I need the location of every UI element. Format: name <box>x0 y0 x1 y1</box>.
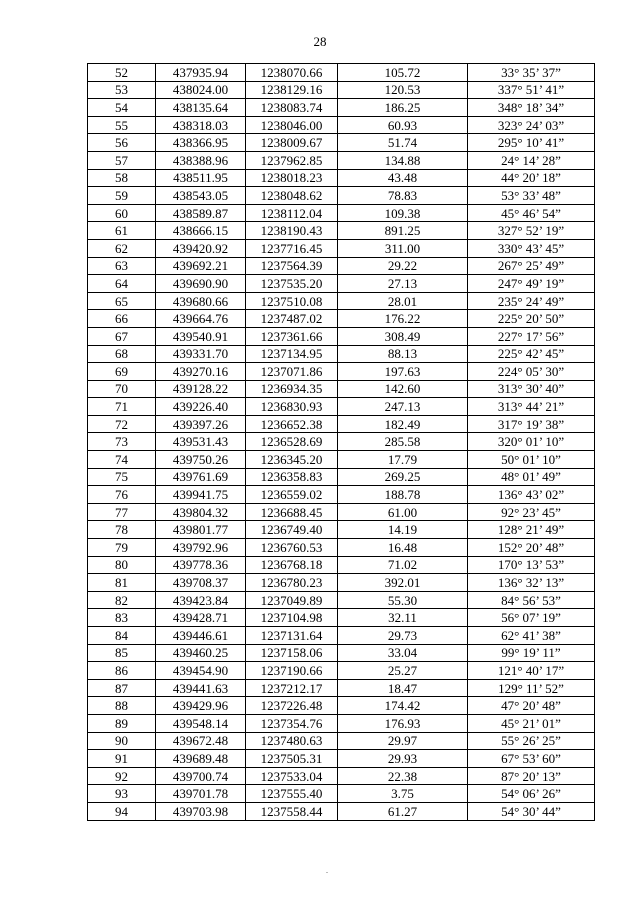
direction-angle-cell: 50° 01’ 10” <box>468 451 595 469</box>
direction-angle-cell: 295° 10’ 41” <box>468 134 595 152</box>
x-coordinate-cell: 439270.16 <box>156 363 246 381</box>
table-row <box>88 415 595 433</box>
direction-angle-cell: 84° 56’ 53” <box>468 591 595 609</box>
point-number-cell: 75 <box>88 468 156 486</box>
direction-angle-cell: 44° 20’ 18” <box>468 169 595 187</box>
y-coordinate-cell: 1237104.98 <box>246 609 338 627</box>
x-coordinate-cell: 439540.91 <box>156 327 246 345</box>
y-coordinate-cell: 1236358.83 <box>246 468 338 486</box>
y-coordinate-cell: 1237505.31 <box>246 750 338 768</box>
direction-angle-cell: 348° 18’ 34” <box>468 99 595 117</box>
x-coordinate-cell: 439761.69 <box>156 468 246 486</box>
y-coordinate-cell: 1236768.18 <box>246 556 338 574</box>
y-coordinate-cell: 1237962.85 <box>246 151 338 169</box>
table-row <box>88 679 595 697</box>
x-coordinate-cell: 438388.96 <box>156 151 246 169</box>
segment-length-cell: 247.13 <box>338 398 468 416</box>
segment-length-cell: 109.38 <box>338 204 468 222</box>
table-row <box>88 486 595 504</box>
point-number-cell: 87 <box>88 679 156 697</box>
table-row <box>88 257 595 275</box>
segment-length-cell: 174.42 <box>338 697 468 715</box>
point-number-cell: 81 <box>88 574 156 592</box>
direction-angle-cell: 53° 33’ 48” <box>468 187 595 205</box>
table-row <box>88 539 595 557</box>
segment-length-cell: 308.49 <box>338 327 468 345</box>
segment-length-cell: 134.88 <box>338 151 468 169</box>
x-coordinate-cell: 438589.87 <box>156 204 246 222</box>
table-row <box>88 187 595 205</box>
direction-angle-cell: 235° 24’ 49” <box>468 292 595 310</box>
table-row <box>88 222 595 240</box>
table-row <box>88 81 595 99</box>
y-coordinate-cell: 1237487.02 <box>246 310 338 328</box>
table-row <box>88 275 595 293</box>
table-row <box>88 591 595 609</box>
direction-angle-cell: 128° 21’ 49” <box>468 521 595 539</box>
x-coordinate-cell: 439750.26 <box>156 451 246 469</box>
x-coordinate-cell: 439941.75 <box>156 486 246 504</box>
segment-length-cell: 120.53 <box>338 81 468 99</box>
table-row <box>88 151 595 169</box>
table-row <box>88 609 595 627</box>
table-row <box>88 310 595 328</box>
table-row <box>88 345 595 363</box>
y-coordinate-cell: 1237564.39 <box>246 257 338 275</box>
y-coordinate-cell: 1237558.44 <box>246 802 338 820</box>
x-coordinate-cell: 439429.96 <box>156 697 246 715</box>
segment-length-cell: 27.13 <box>338 275 468 293</box>
direction-angle-cell: 317° 19’ 38” <box>468 415 595 433</box>
direction-angle-cell: 170° 13’ 53” <box>468 556 595 574</box>
y-coordinate-cell: 1237131.64 <box>246 627 338 645</box>
y-coordinate-cell: 1238018.23 <box>246 169 338 187</box>
y-coordinate-cell: 1236830.93 <box>246 398 338 416</box>
direction-angle-cell: 67° 53’ 60” <box>468 750 595 768</box>
segment-length-cell: 60.93 <box>338 116 468 134</box>
segment-length-cell: 188.78 <box>338 486 468 504</box>
direction-angle-cell: 225° 20’ 50” <box>468 310 595 328</box>
table-row <box>88 204 595 222</box>
x-coordinate-cell: 439778.36 <box>156 556 246 574</box>
point-number-cell: 70 <box>88 380 156 398</box>
table-row <box>88 363 595 381</box>
direction-angle-cell: 267° 25’ 49” <box>468 257 595 275</box>
y-coordinate-cell: 1236934.35 <box>246 380 338 398</box>
segment-length-cell: 33.04 <box>338 644 468 662</box>
point-number-cell: 58 <box>88 169 156 187</box>
point-number-cell: 63 <box>88 257 156 275</box>
point-number-cell: 53 <box>88 81 156 99</box>
coordinates-table-body <box>88 64 595 821</box>
x-coordinate-cell: 438135.64 <box>156 99 246 117</box>
direction-angle-cell: 313° 30’ 40” <box>468 380 595 398</box>
x-coordinate-cell: 439428.71 <box>156 609 246 627</box>
y-coordinate-cell: 1237158.06 <box>246 644 338 662</box>
point-number-cell: 52 <box>88 64 156 82</box>
point-number-cell: 60 <box>88 204 156 222</box>
segment-length-cell: 29.22 <box>338 257 468 275</box>
segment-length-cell: 3.75 <box>338 785 468 803</box>
point-number-cell: 66 <box>88 310 156 328</box>
segment-length-cell: 197.63 <box>338 363 468 381</box>
x-coordinate-cell: 439454.90 <box>156 662 246 680</box>
table-row <box>88 644 595 662</box>
point-number-cell: 85 <box>88 644 156 662</box>
table-row <box>88 503 595 521</box>
y-coordinate-cell: 1236559.02 <box>246 486 338 504</box>
y-coordinate-cell: 1238129.16 <box>246 81 338 99</box>
segment-length-cell: 285.58 <box>338 433 468 451</box>
table-row <box>88 239 595 257</box>
table-row <box>88 64 595 82</box>
y-coordinate-cell: 1237226.48 <box>246 697 338 715</box>
direction-angle-cell: 136° 32’ 13” <box>468 574 595 592</box>
direction-angle-cell: 92° 23’ 45” <box>468 503 595 521</box>
direction-angle-cell: 45° 46’ 54” <box>468 204 595 222</box>
point-number-cell: 64 <box>88 275 156 293</box>
y-coordinate-cell: 1236688.45 <box>246 503 338 521</box>
x-coordinate-cell: 439548.14 <box>156 714 246 732</box>
point-number-cell: 55 <box>88 116 156 134</box>
table-row <box>88 697 595 715</box>
segment-length-cell: 61.00 <box>338 503 468 521</box>
scan-speck <box>326 872 328 873</box>
point-number-cell: 56 <box>88 134 156 152</box>
y-coordinate-cell: 1237071.86 <box>246 363 338 381</box>
x-coordinate-cell: 439420.92 <box>156 239 246 257</box>
y-coordinate-cell: 1238048.62 <box>246 187 338 205</box>
segment-length-cell: 392.01 <box>338 574 468 592</box>
direction-angle-cell: 224° 05’ 30” <box>468 363 595 381</box>
segment-length-cell: 269.25 <box>338 468 468 486</box>
direction-angle-cell: 247° 49’ 19” <box>468 275 595 293</box>
y-coordinate-cell: 1237361.66 <box>246 327 338 345</box>
x-coordinate-cell: 439690.90 <box>156 275 246 293</box>
segment-length-cell: 891.25 <box>338 222 468 240</box>
y-coordinate-cell: 1238112.04 <box>246 204 338 222</box>
point-number-cell: 68 <box>88 345 156 363</box>
point-number-cell: 83 <box>88 609 156 627</box>
direction-angle-cell: 313° 44’ 21” <box>468 398 595 416</box>
y-coordinate-cell: 1236345.20 <box>246 451 338 469</box>
table-row <box>88 292 595 310</box>
segment-length-cell: 186.25 <box>338 99 468 117</box>
table-row <box>88 327 595 345</box>
segment-length-cell: 51.74 <box>338 134 468 152</box>
segment-length-cell: 22.38 <box>338 767 468 785</box>
direction-angle-cell: 227° 17’ 56” <box>468 327 595 345</box>
x-coordinate-cell: 439689.48 <box>156 750 246 768</box>
table-row <box>88 767 595 785</box>
y-coordinate-cell: 1236760.53 <box>246 539 338 557</box>
y-coordinate-cell: 1237190.66 <box>246 662 338 680</box>
x-coordinate-cell: 439331.70 <box>156 345 246 363</box>
table-row <box>88 468 595 486</box>
direction-angle-cell: 87° 20’ 13” <box>468 767 595 785</box>
y-coordinate-cell: 1237535.20 <box>246 275 338 293</box>
x-coordinate-cell: 439692.21 <box>156 257 246 275</box>
point-number-cell: 76 <box>88 486 156 504</box>
point-number-cell: 77 <box>88 503 156 521</box>
point-number-cell: 93 <box>88 785 156 803</box>
direction-angle-cell: 54° 06’ 26” <box>468 785 595 803</box>
table-row <box>88 556 595 574</box>
table-row <box>88 99 595 117</box>
segment-length-cell: 142.60 <box>338 380 468 398</box>
y-coordinate-cell: 1237049.89 <box>246 591 338 609</box>
segment-length-cell: 176.22 <box>338 310 468 328</box>
direction-angle-cell: 136° 43’ 02” <box>468 486 595 504</box>
direction-angle-cell: 62° 41’ 38” <box>468 627 595 645</box>
direction-angle-cell: 33° 35’ 37” <box>468 64 595 82</box>
direction-angle-cell: 152° 20’ 48” <box>468 539 595 557</box>
segment-length-cell: 29.97 <box>338 732 468 750</box>
y-coordinate-cell: 1236780.23 <box>246 574 338 592</box>
table-row <box>88 662 595 680</box>
y-coordinate-cell: 1238009.67 <box>246 134 338 152</box>
direction-angle-cell: 337° 51’ 41” <box>468 81 595 99</box>
y-coordinate-cell: 1237134.95 <box>246 345 338 363</box>
segment-length-cell: 61.27 <box>338 802 468 820</box>
point-number-cell: 67 <box>88 327 156 345</box>
segment-length-cell: 32.11 <box>338 609 468 627</box>
point-number-cell: 91 <box>88 750 156 768</box>
y-coordinate-cell: 1238083.74 <box>246 99 338 117</box>
segment-length-cell: 29.93 <box>338 750 468 768</box>
table-row <box>88 134 595 152</box>
y-coordinate-cell: 1238190.43 <box>246 222 338 240</box>
point-number-cell: 71 <box>88 398 156 416</box>
point-number-cell: 82 <box>88 591 156 609</box>
point-number-cell: 72 <box>88 415 156 433</box>
x-coordinate-cell: 438666.15 <box>156 222 246 240</box>
x-coordinate-cell: 438511.95 <box>156 169 246 187</box>
y-coordinate-cell: 1238070.66 <box>246 64 338 82</box>
x-coordinate-cell: 439672.48 <box>156 732 246 750</box>
segment-length-cell: 28.01 <box>338 292 468 310</box>
segment-length-cell: 71.02 <box>338 556 468 574</box>
y-coordinate-cell: 1237212.17 <box>246 679 338 697</box>
point-number-cell: 92 <box>88 767 156 785</box>
direction-angle-cell: 121° 40’ 17” <box>468 662 595 680</box>
segment-length-cell: 176.93 <box>338 714 468 732</box>
x-coordinate-cell: 439446.61 <box>156 627 246 645</box>
segment-length-cell: 18.47 <box>338 679 468 697</box>
table-row <box>88 785 595 803</box>
x-coordinate-cell: 439708.37 <box>156 574 246 592</box>
point-number-cell: 88 <box>88 697 156 715</box>
x-coordinate-cell: 438024.00 <box>156 81 246 99</box>
point-number-cell: 57 <box>88 151 156 169</box>
point-number-cell: 62 <box>88 239 156 257</box>
y-coordinate-cell: 1236652.38 <box>246 415 338 433</box>
segment-length-cell: 43.48 <box>338 169 468 187</box>
y-coordinate-cell: 1237716.45 <box>246 239 338 257</box>
segment-length-cell: 55.30 <box>338 591 468 609</box>
segment-length-cell: 14.19 <box>338 521 468 539</box>
segment-length-cell: 17.79 <box>338 451 468 469</box>
x-coordinate-cell: 439423.84 <box>156 591 246 609</box>
y-coordinate-cell: 1236749.40 <box>246 521 338 539</box>
table-row <box>88 714 595 732</box>
table-row <box>88 802 595 820</box>
x-coordinate-cell: 439460.25 <box>156 644 246 662</box>
x-coordinate-cell: 439804.32 <box>156 503 246 521</box>
point-number-cell: 89 <box>88 714 156 732</box>
x-coordinate-cell: 438366.95 <box>156 134 246 152</box>
x-coordinate-cell: 439664.76 <box>156 310 246 328</box>
segment-length-cell: 16.48 <box>338 539 468 557</box>
y-coordinate-cell: 1237533.04 <box>246 767 338 785</box>
x-coordinate-cell: 439128.22 <box>156 380 246 398</box>
x-coordinate-cell: 439397.26 <box>156 415 246 433</box>
y-coordinate-cell: 1237480.63 <box>246 732 338 750</box>
segment-length-cell: 29.73 <box>338 627 468 645</box>
x-coordinate-cell: 438543.05 <box>156 187 246 205</box>
segment-length-cell: 88.13 <box>338 345 468 363</box>
point-number-cell: 54 <box>88 99 156 117</box>
table-row <box>88 451 595 469</box>
direction-angle-cell: 327° 52’ 19” <box>468 222 595 240</box>
y-coordinate-cell: 1237510.08 <box>246 292 338 310</box>
direction-angle-cell: 54° 30’ 44” <box>468 802 595 820</box>
table-row <box>88 398 595 416</box>
page-number: 28 <box>313 34 327 49</box>
direction-angle-cell: 47° 20’ 48” <box>468 697 595 715</box>
table-row <box>88 627 595 645</box>
direction-angle-cell: 45° 21’ 01” <box>468 714 595 732</box>
table-row <box>88 116 595 134</box>
direction-angle-cell: 55° 26’ 25” <box>468 732 595 750</box>
point-number-cell: 84 <box>88 627 156 645</box>
y-coordinate-cell: 1238046.00 <box>246 116 338 134</box>
segment-length-cell: 311.00 <box>338 239 468 257</box>
direction-angle-cell: 225° 42’ 45” <box>468 345 595 363</box>
point-number-cell: 79 <box>88 539 156 557</box>
table-row <box>88 380 595 398</box>
y-coordinate-cell: 1237555.40 <box>246 785 338 803</box>
point-number-cell: 78 <box>88 521 156 539</box>
table-row <box>88 169 595 187</box>
direction-angle-cell: 24° 14’ 28” <box>468 151 595 169</box>
coordinates-table <box>87 63 595 821</box>
segment-length-cell: 182.49 <box>338 415 468 433</box>
x-coordinate-cell: 439703.98 <box>156 802 246 820</box>
point-number-cell: 94 <box>88 802 156 820</box>
table-row <box>88 750 595 768</box>
x-coordinate-cell: 439700.74 <box>156 767 246 785</box>
x-coordinate-cell: 439531.43 <box>156 433 246 451</box>
segment-length-cell: 25.27 <box>338 662 468 680</box>
y-coordinate-cell: 1237354.76 <box>246 714 338 732</box>
point-number-cell: 86 <box>88 662 156 680</box>
point-number-cell: 90 <box>88 732 156 750</box>
segment-length-cell: 105.72 <box>338 64 468 82</box>
direction-angle-cell: 330° 43’ 45” <box>468 239 595 257</box>
direction-angle-cell: 56° 07’ 19” <box>468 609 595 627</box>
x-coordinate-cell: 437935.94 <box>156 64 246 82</box>
x-coordinate-cell: 439801.77 <box>156 521 246 539</box>
segment-length-cell: 78.83 <box>338 187 468 205</box>
direction-angle-cell: 48° 01’ 49” <box>468 468 595 486</box>
x-coordinate-cell: 439680.66 <box>156 292 246 310</box>
point-number-cell: 74 <box>88 451 156 469</box>
direction-angle-cell: 129° 11’ 52” <box>468 679 595 697</box>
table-row <box>88 433 595 451</box>
point-number-cell: 59 <box>88 187 156 205</box>
point-number-cell: 80 <box>88 556 156 574</box>
point-number-cell: 65 <box>88 292 156 310</box>
x-coordinate-cell: 439701.78 <box>156 785 246 803</box>
x-coordinate-cell: 438318.03 <box>156 116 246 134</box>
x-coordinate-cell: 439226.40 <box>156 398 246 416</box>
direction-angle-cell: 320° 01’ 10” <box>468 433 595 451</box>
x-coordinate-cell: 439441.63 <box>156 679 246 697</box>
point-number-cell: 73 <box>88 433 156 451</box>
table-row <box>88 521 595 539</box>
point-number-cell: 69 <box>88 363 156 381</box>
point-number-cell: 61 <box>88 222 156 240</box>
direction-angle-cell: 99° 19’ 11” <box>468 644 595 662</box>
y-coordinate-cell: 1236528.69 <box>246 433 338 451</box>
direction-angle-cell: 323° 24’ 03” <box>468 116 595 134</box>
table-row <box>88 574 595 592</box>
table-row <box>88 732 595 750</box>
x-coordinate-cell: 439792.96 <box>156 539 246 557</box>
